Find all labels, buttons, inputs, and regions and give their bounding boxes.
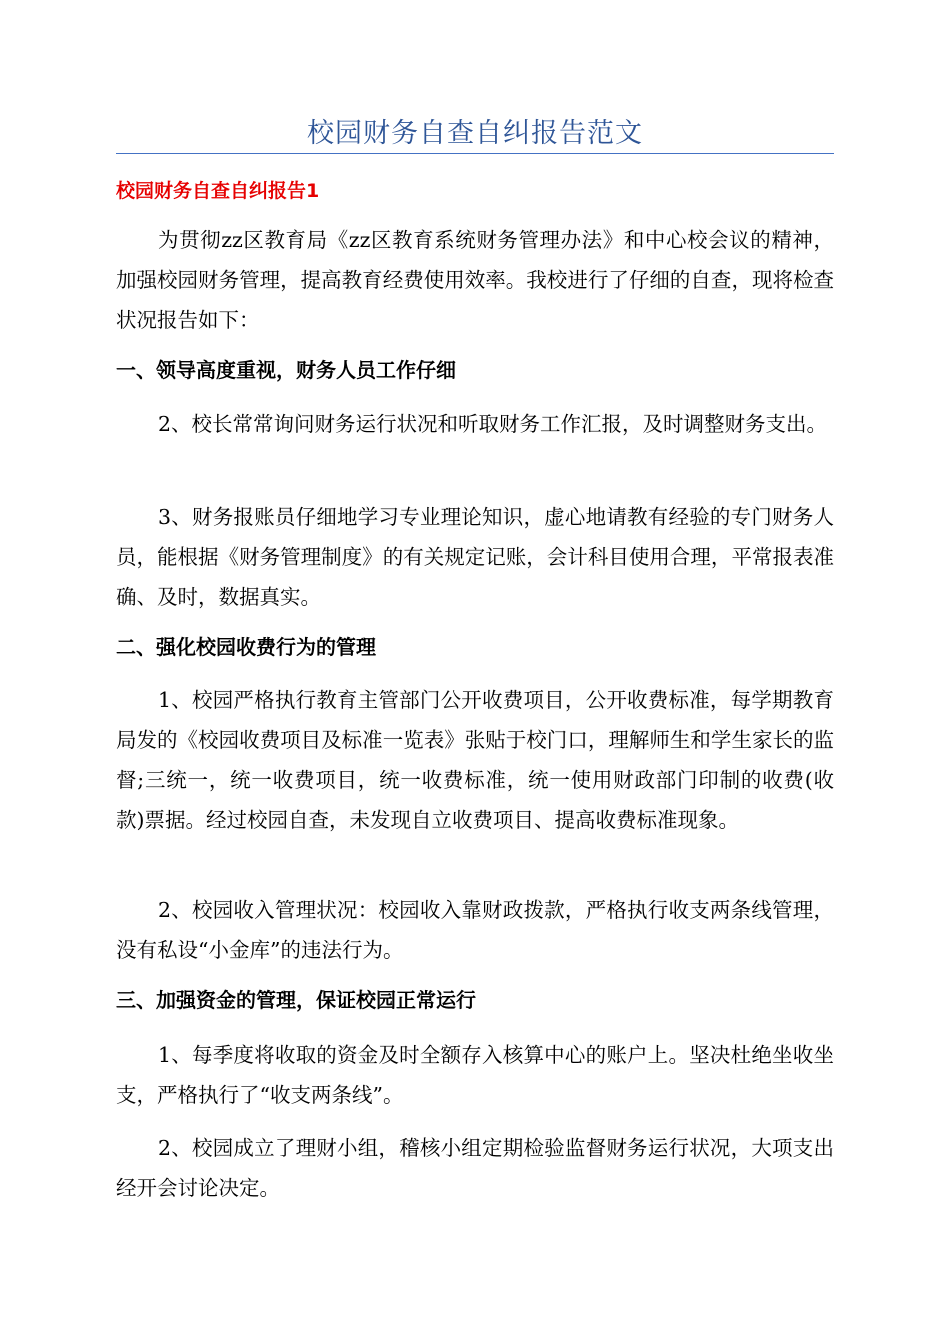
report-subtitle: 校园财务自查自纠报告1 — [116, 180, 320, 202]
section-heading-3: 三、加强资金的管理，保证校园正常运行 — [116, 988, 476, 1012]
section-heading-2: 二、强化校园收费行为的管理 — [116, 635, 376, 659]
section-heading-1: 一、领导高度重视，财务人员工作仔细 — [116, 358, 456, 382]
intro-paragraph: 为贯彻zz区教育局《zz区教育系统财务管理办法》和中心校会议的精神，加强校园财务管理，提高教育经费使用效率。我校进行了仔细的自查，现将检查状况报告如下： — [116, 228, 834, 332]
section-3-paragraph-2: 2、校园成立了理财小组，稽核小组定期检验监督财务运行状况，大项支出经开会讨论决定。 — [116, 1136, 834, 1200]
section-1-paragraph-2: 3、财务报账员仔细地学习专业理论知识，虚心地请教有经验的专门财务人员，能根据《财务管理制度》的有关规定记账，会计科目使用合理，平常报表准确、及时，数据真实。 — [116, 505, 834, 609]
section-1-paragraph-1: 2、校长常常询问财务运行状况和听取财务工作汇报，及时调整财务支出。 — [158, 412, 828, 436]
title-underline — [116, 153, 834, 154]
document-title: 校园财务自查自纠报告范文 — [307, 118, 643, 149]
section-3-paragraph-1: 1、每季度将收取的资金及时全额存入核算中心的账户上。坚决杜绝坐收坐支，严格执行了“收支两条线”。 — [116, 1043, 834, 1107]
section-2-paragraph-2: 2、校园收入管理状况：校园收入靠财政拨款，严格执行收支两条线管理，没有私设“小金库”的违法行为。 — [116, 898, 834, 962]
section-2-paragraph-1: 1、校园严格执行教育主管部门公开收费项目，公开收费标准，每学期教育局发的《校园收费项目及标准一览表》张贴于校门口，理解师生和学生家长的监督;三统一，统一收费项目，统一收费标准，统一使用财政部门印制的收费(收款)票据。经过校园自查，未发现自立收费项目、提高收费标准现象。 — [116, 688, 834, 832]
